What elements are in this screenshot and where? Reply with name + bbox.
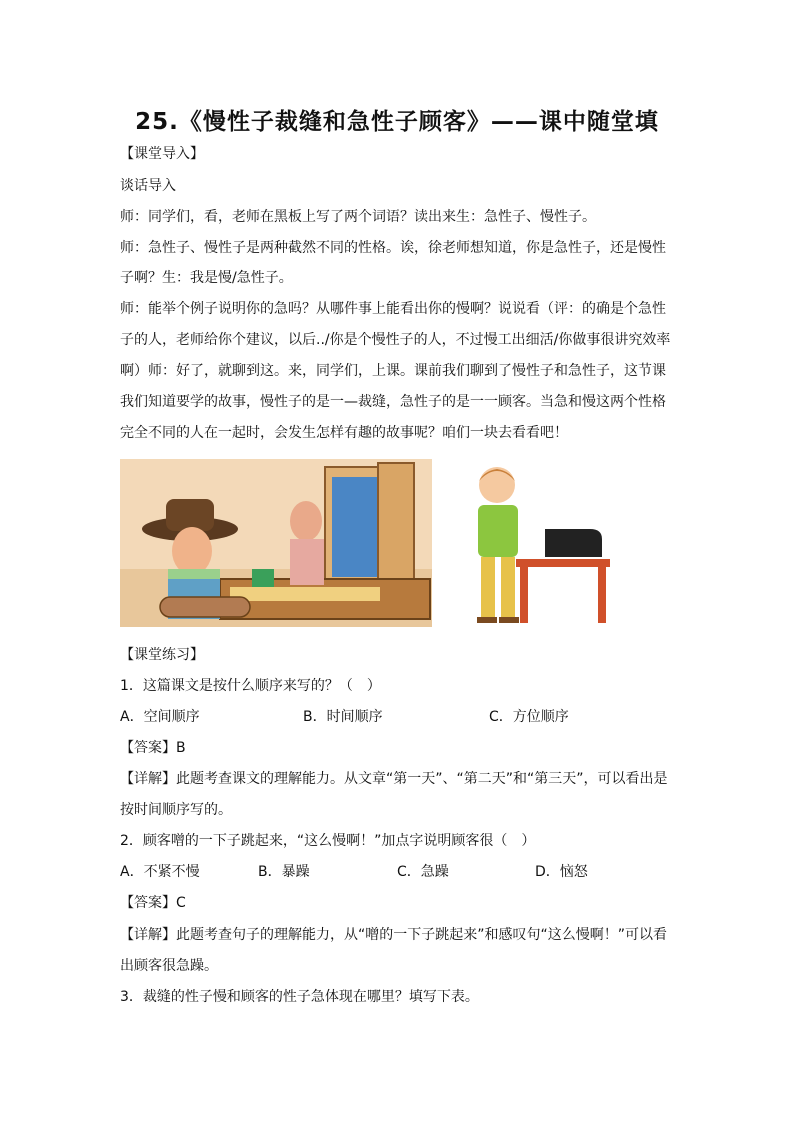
page-title: 25.《慢性子裁缝和急性子顾客》——课中随堂填 [135,109,659,135]
section-heading-intro: 【课堂导入】 [120,146,204,162]
q1-option-c: C．方位顺序 [489,709,569,725]
q2-detail: 出顾客很急躁。 [120,958,218,974]
paragraph-line: 子啊？生：我是慢/急性子。 [120,270,293,286]
question-3: 3．裁缝的性子慢和顾客的性子急体现在哪里？填写下表。 [120,989,479,1005]
paragraph-line: 我们知道要学的故事，慢性子的是一—裁缝，急性子的是一一顾客。当急和慢这两个性格 [120,394,666,410]
paragraph-line: 啊）师：好了，就聊到这。来，同学们，上课。课前我们聊到了慢性子和急性子，这节课 [120,363,666,379]
question-2: 2．顾客噌的一下子跳起来，“这么慢啊！”加点字说明顾客很（ ） [120,833,536,849]
section-heading-practice: 【课堂练习】 [120,647,204,663]
paragraph-line: 师：急性子、慢性子是两种截然不同的性格。诶，徐老师想知道，你是急性子，还是慢性 [120,240,666,256]
q1-detail: 【详解】此题考查课文的理解能力。从文章“第一天”、“第二天”和“第三天”，可以看出是 [120,771,668,787]
illustrations [120,459,640,629]
q1-option-b: B．时间顺序 [303,709,383,725]
paragraph-line: 师：同学们，看，老师在黑板上写了两个词语？读出来生：急性子、慢性子。 [120,209,596,225]
q2-option-b: B．暴躁 [258,864,310,880]
q1-answer: 【答案】B [120,740,186,756]
paragraph-line: 师：能举个例子说明你的急吗？从哪件事上能看出你的慢啊？说说看（评：的确是个急性 [120,301,666,317]
q2-option-c: C．急躁 [397,864,449,880]
q1-detail: 按时间顺序写的。 [120,802,232,818]
paragraph-line: 完全不同的人在一起时，会发生怎样有趣的故事呢？咱们一块去看看吧！ [120,425,568,441]
tailor-shop-illustration [120,459,640,629]
question-1: 1．这篇课文是按什么顺序来写的？（ ） [120,678,381,694]
paragraph-line: 子的人，老师给你个建议，以后../你是个慢性子的人，不过慢工出细活/你做事很讲究效率 [120,332,671,348]
q1-option-a: A．空间顺序 [120,709,200,725]
q2-option-a: A．不紧不慢 [120,864,200,880]
q2-detail: 【详解】此题考查句子的理解能力，从“噌的一下子跳起来”和感叹句“这么慢啊！”可以看 [120,927,668,943]
intro-subheading: 谈话导入 [120,178,176,194]
q2-answer: 【答案】C [120,895,186,911]
q2-option-d: D．恼怒 [535,864,588,880]
